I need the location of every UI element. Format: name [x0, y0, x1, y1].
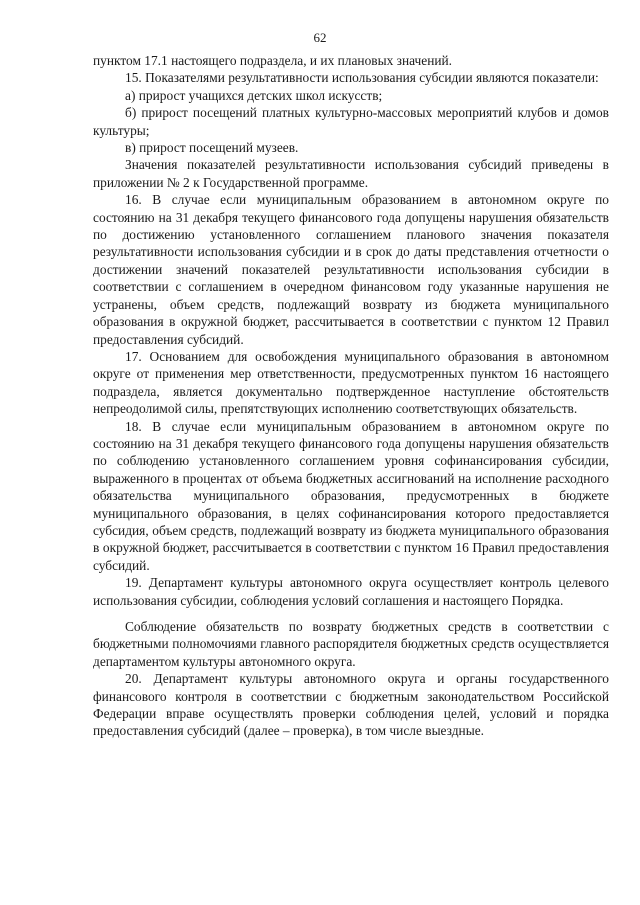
list-item-b: б) прирост посещений платных культурно-массовых мероприятий клубов и домов культуры;: [93, 105, 609, 138]
list-item-c: в) прирост посещений музеев.: [125, 140, 299, 156]
paragraph-20: 20. Департамент культуры автономного округа и органы государственного финансового контроля в соответствии с бюджетным законодательством Российской Федерации вправе осуществлять проверки соблюдения целей, условий и порядка предоставления субсидий (далее – проверка), в том числе выездные.: [93, 671, 609, 739]
paragraph-17: 17. Основанием для освобождения муниципального образования в автономном округе от применения мер ответственности, предусмотренных пунктом 16 настоящего подраздела, является документально подтвержденное наступление обстоятельств непреодолимой силы, препятствующих исполнению соответствующих обязательств.: [93, 348, 609, 417]
paragraph-continuation: пунктом 17.1 настоящего подраздела, и их плановых значений.: [93, 53, 453, 68]
page-number: 62: [313, 30, 327, 45]
paragraph-18: 18. В случае если муниципальным образованием в автономном округе по состоянию на 31 декабря текущего финансового года допущены нарушения обязательств по соблюдению установленного соглашением уровня софинансирования субсидии, выраженного в процентах от объема бюджетных ассигнований на исполнение расходного обязательства муниципального образования, предусмотренных в бюджете муниципального образования, в целях софинансирования которого предоставляется субсидия, объем средств, подлежащий возврату из бюджета муниципального образования в окружной бюджет, рассчитывается в соответствии с пунктом 16 Правил предоставления субсидий.: [93, 418, 609, 573]
paragraph-indicator-values: Значения показателей результативности использования субсидий приведены в приложении № 2 к Государственной программе.: [93, 157, 609, 190]
document-body: [93, 52, 609, 740]
paragraph-15: 15. Показателями результативности использования субсидии являются показатели:: [125, 70, 599, 86]
list-item-a: а) прирост учащихся детских школ искусств;: [125, 87, 383, 103]
paragraph-19: 19. Департамент культуры автономного округа осуществляет контроль целевого использования субсидии, соблюдения условий соглашения и настоящего Порядка.: [93, 575, 609, 608]
paragraph-obligations: Соблюдение обязательств по возврату бюджетных средств в соответствии с бюджетными полномочиями главного распорядителя бюджетных средств осуществляется департаментом культуры автономного округа.: [93, 619, 609, 669]
paragraph-16: 16. В случае если муниципальным образованием в автономном округе по состоянию на 31 декабря текущего финансового года допущены нарушения обязательств по достижению установленного соглашением планового значения показателя результативности использования субсидии и в срок до даты представления отчетности о достижении значений показателей результативности использования субсидии в соответствии с соглашением в очередном финансовом году указанные нарушения не устранены, объем средств, подлежащий возврату из бюджета муниципального образования в окружной бюджет, рассчитывается в соответствии с пунктом 12 Правил предоставления субсидий.: [93, 192, 609, 347]
